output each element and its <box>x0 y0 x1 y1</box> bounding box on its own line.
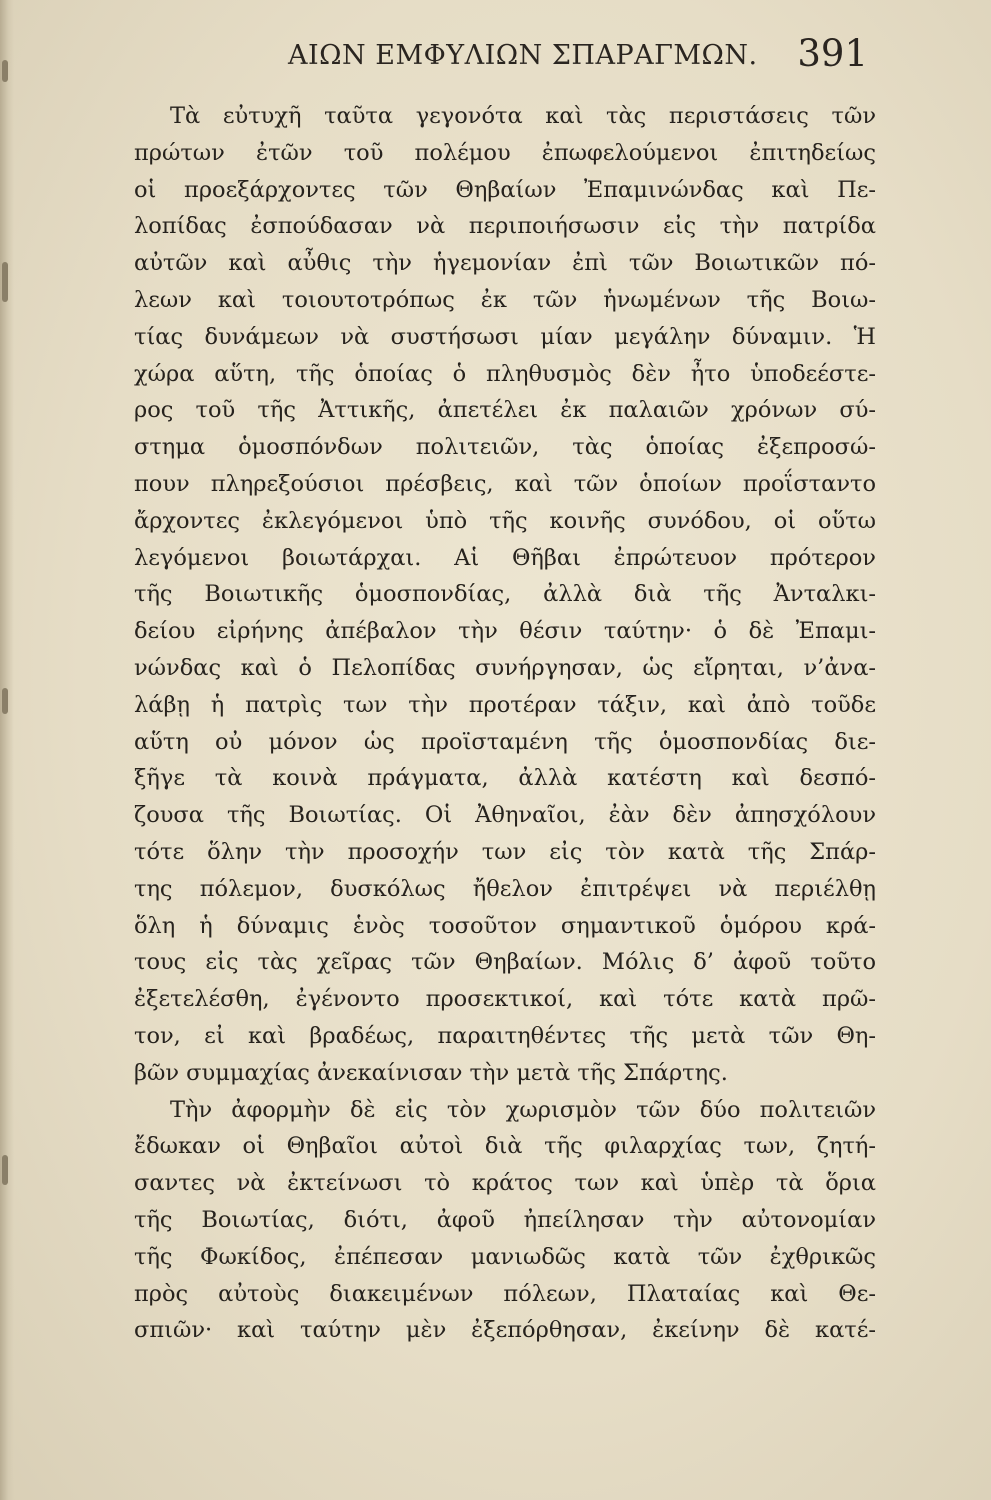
text-line: πουν πληρεξούσιοι πρέσβεις, καὶ τῶν ὁποίων προΐσταντο <box>134 470 876 497</box>
text-line: ὅλη ἡ δύναμις ἑνὸς τοσοῦτον σημαντικοῦ ὁμόρου κρά- <box>134 912 876 939</box>
text-line: ἔδωκαν οἱ Θηβαῖοι αὐτοὶ διὰ τῆς φιλαρχίας των, ζητή- <box>134 1133 876 1160</box>
text-line: λεων καὶ τοιουτοτρόπως ἐκ τῶν ἡνωμένων τῆς Βοιω- <box>134 286 876 313</box>
text-line: σπιῶν· καὶ ταύτην μὲν ἐξεπόρθησαν, ἐκείνην δὲ κατέ- <box>134 1317 876 1344</box>
text-line: τῆς Φωκίδος, ἐπέπεσαν μανιωδῶς κατὰ τῶν ἐχθρικῶς <box>134 1243 876 1270</box>
text-line: λοπίδας ἐσπούδασαν νὰ περιποιήσωσιν εἰς τὴν πατρίδα <box>134 213 876 240</box>
binding-mark <box>2 1155 8 1185</box>
text-line: Τὰ εὐτυχῆ ταῦτα γεγονότα καὶ τὰς περιστάσεις τῶν <box>170 103 876 129</box>
running-head-title: ΑΙΩΝ ΕΜΦΥΛΙΩΝ ΣΠΑΡΑΓΜΩΝ. <box>288 40 758 71</box>
text-line: ρος τοῦ τῆς Ἀττικῆς, ἀπετέλει ἐκ παλαιῶν χρόνων σύ- <box>134 397 876 424</box>
text-line: Τὴν ἀφορμὴν δὲ εἰς τὸν χωρισμὸν τῶν δύο πολιτειῶν <box>170 1096 876 1123</box>
page-number: 391 <box>797 32 868 75</box>
binding-mark <box>2 60 8 82</box>
text-line: ἐξετελέσθη, ἐγένοντο προσεκτικοί, καὶ τότε κατὰ πρῶ- <box>134 986 876 1013</box>
text-line: αὕτη οὐ μόνον ὡς προϊσταμένη τῆς ὁμοσπονδίας διε- <box>134 728 876 755</box>
text-line: τότε ὅλην τὴν προσοχήν των εἰς τὸν κατὰ τῆς Σπάρ- <box>134 838 876 865</box>
binding-mark <box>2 262 8 302</box>
text-line: τῆς Βοιωτίας, διότι, ἀφοῦ ἠπείλησαν τὴν αὐτονομίαν <box>134 1206 876 1233</box>
text-line: νώνδας καὶ ὁ Πελοπίδας συνήργησαν, ὡς εἴρηται, ν’ἀνα- <box>134 654 876 681</box>
text-line: αὐτῶν καὶ αὖθις τὴν ἡγεμονίαν ἐπὶ τῶν Βοιωτικῶν πό- <box>134 250 876 277</box>
page-gutter <box>0 0 14 1500</box>
text-line: τους εἰς τὰς χεῖρας τῶν Θηβαίων. Μόλις δ’ ἀφοῦ τοῦτο <box>134 949 876 976</box>
binding-mark <box>2 688 8 714</box>
text-line: της πόλεμον, δυσκόλως ἤθελον ἐπιτρέψει νὰ περιέλθῃ <box>134 875 876 902</box>
text-line: οἱ προεξάρχοντες τῶν Θηβαίων Ἐπαμινώνδας καὶ Πε- <box>134 176 876 203</box>
text-line: λεγόμενοι βοιωτάρχαι. Αἱ Θῆβαι ἐπρώτευον πρότερον <box>134 544 876 571</box>
text-line: τίας δυνάμεων νὰ συστήσωσι μίαν μεγάλην δύναμιν. Ἡ <box>134 323 876 350</box>
text-line: πρώτων ἐτῶν τοῦ πολέμου ἐπωφελούμενοι ἐπιτηδείως <box>134 139 876 166</box>
text-line: στημα ὁμοσπόνδων πολιτειῶν, τὰς ὁποίας ἐξεπροσώ- <box>134 434 876 461</box>
text-line: ξῆγε τὰ κοινὰ πράγματα, ἀλλὰ κατέστη καὶ δεσπό- <box>134 765 876 792</box>
text-line: χώρα αὕτη, τῆς ὁποίας ὁ πληθυσμὸς δὲν ἦτο ὑποδεέστε- <box>134 360 876 387</box>
running-head <box>288 28 868 78</box>
text-line: ζουσα τῆς Βοιωτίας. Οἱ Ἀθηναῖοι, ἐὰν δὲν ἀπησχόλουν <box>134 802 876 829</box>
text-line: τῆς Βοιωτικῆς ὁμοσπονδίας, ἀλλὰ διὰ τῆς Ἀνταλκι- <box>134 581 876 608</box>
text-line: τον, εἰ καὶ βραδέως, παραιτηθέντες τῆς μετὰ τῶν Θη- <box>134 1022 876 1049</box>
text-line: δείου εἰρήνης ἀπέβαλον τὴν θέσιν ταύτην· ὁ δὲ Ἐπαμι- <box>134 618 876 645</box>
text-line: πρὸς αὐτοὺς διακειμένων πόλεων, Πλαταίας καὶ Θε- <box>134 1280 876 1307</box>
text-line: σαντες νὰ ἐκτείνωσι τὸ κράτος των καὶ ὑπὲρ τὰ ὅρια <box>134 1170 876 1197</box>
body-text <box>134 98 876 1349</box>
text-line: λάβῃ ἡ πατρὶς των τὴν προτέραν τάξιν, καὶ ἀπὸ τοῦδε <box>134 691 876 718</box>
text-line: ἄρχοντες ἐκλεγόμενοι ὑπὸ τῆς κοινῆς συνόδου, οἱ οὕτω <box>134 507 876 534</box>
text-line: βῶν συμμαχίας ἀνεκαίνισαν τὴν μετὰ τῆς Σπάρτης. <box>134 1059 728 1086</box>
